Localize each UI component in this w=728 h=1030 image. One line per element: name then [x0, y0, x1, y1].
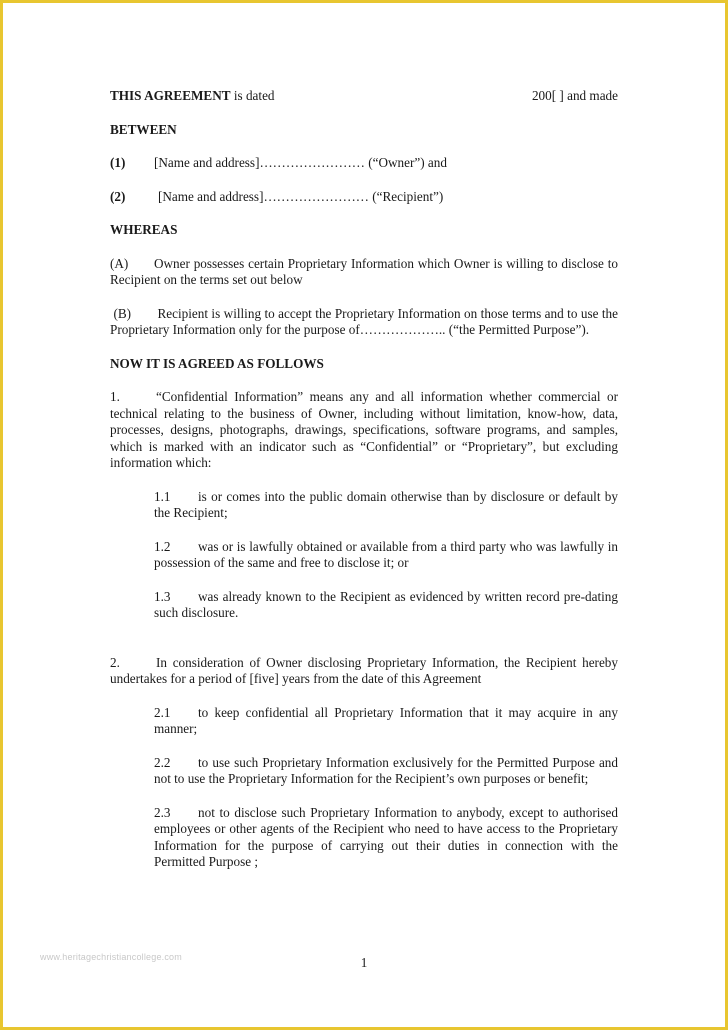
recital-a: (A) Owner possesses certain Proprietary Information which Owner is willing to disclose to Recipient on the terms set out below	[110, 255, 618, 287]
between-heading: BETWEEN	[110, 121, 177, 137]
party-1: (1) [Name and address]…………………… (“Owner”) and	[110, 155, 447, 170]
agreed-heading: NOW IT IS AGREED AS FOLLOWS	[110, 355, 324, 371]
clause-1: 1. “Confidential Information” means any and all information whether commercial or technical relating to the business of Owner, including without limitation, know-how, data, processes, designs, photographs, drawings, specifications, software programs, and samples, which is marked with an indicator such as “Confidential” or “Proprietary”, but excluding information which:	[110, 389, 618, 470]
clause-2-2: 2.2 to use such Proprietary Information exclusively for the Permitted Purpose and not to use the Proprietary Information for the Recipient’s own purposes or benefit;	[154, 754, 618, 786]
dateline-left: THIS AGREEMENT is dated	[110, 88, 275, 103]
clause-2-1: 2.1 to keep confidential all Proprietary Information that it may acquire in any manner;	[154, 704, 618, 736]
watermark-text: www.heritagechristiancollege.com	[40, 952, 182, 962]
clause-2-3: 2.3 not to disclose such Proprietary Information to anybody, except to authorised employees or other agents of the Recipient who need to have access to the Proprietary Information for the purpose of carrying out their duties in connection with the Permitted Purpose ;	[154, 804, 618, 869]
agreement-dateline	[110, 88, 618, 105]
agreement-document	[110, 88, 618, 871]
clause-1-3: 1.3 was already known to the Recipient as evidenced by written record pre-dating such disclosure.	[154, 588, 618, 620]
clause-2: 2. In consideration of Owner disclosing Proprietary Information, the Recipient hereby undertakes for a period of [five] years from the date of this Agreement	[110, 654, 618, 686]
page-number: 1	[360, 955, 368, 970]
clause-1-2: 1.2 was or is lawfully obtained or available from a third party who was lawfully in possession of the same and free to disclose it; or	[154, 538, 618, 570]
recital-b: (B) Recipient is willing to accept the Proprietary Information on those terms and to use the Proprietary Information only for the purpose of……………….. (“the Permitted Purpose”).	[110, 305, 618, 337]
clause-1-1: 1.1 is or comes into the public domain otherwise than by disclosure or default by the Recipient;	[154, 488, 618, 520]
whereas-heading: WHEREAS	[110, 222, 178, 237]
dateline-right: 200[ ] and made	[531, 88, 618, 103]
party-2: (2) [Name and address]…………………… (“Recipient”)	[110, 188, 444, 204]
